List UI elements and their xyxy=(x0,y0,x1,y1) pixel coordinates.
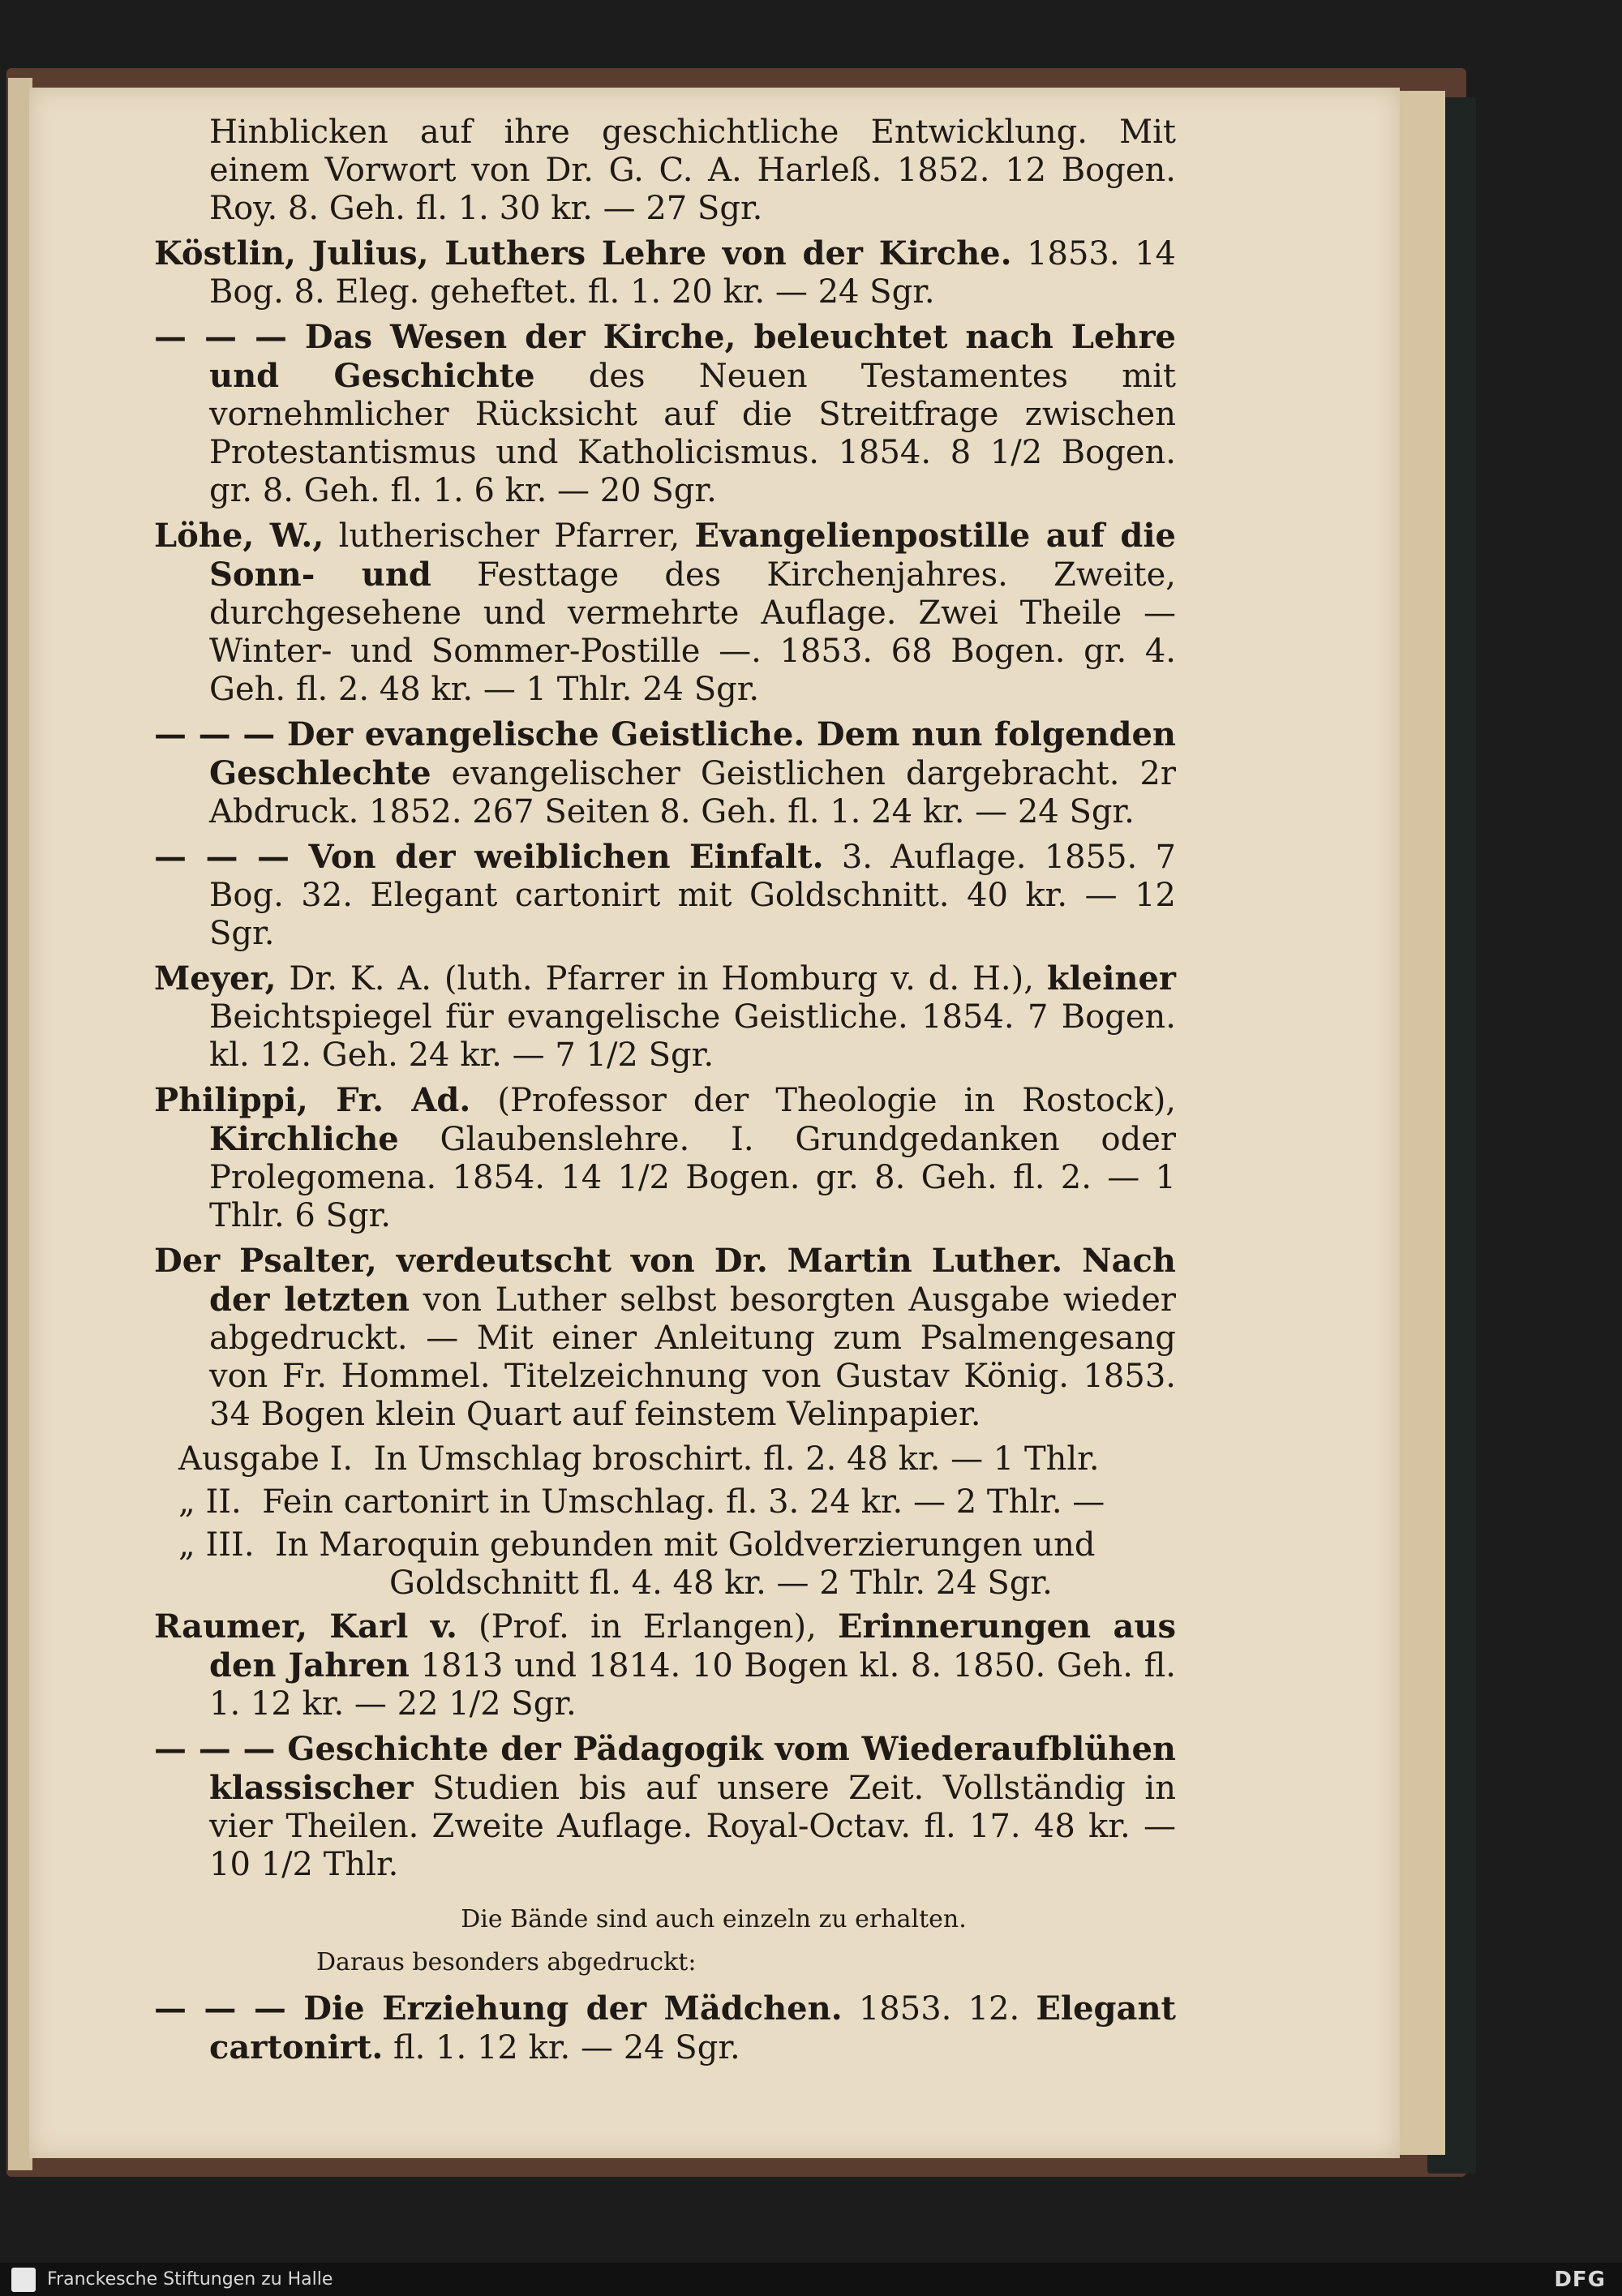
edition-text: In Maroquin gebunden mit Goldverzierungen und Goldschnitt fl. 4. 48 kr. — 2 Thlr. 24 Sgr. xyxy=(275,1526,1096,1602)
entry-text: 1853. 14 Bog. 8. Eleg. geheftet. fl. 1. 20 kr. — 24 Sgr. xyxy=(209,235,1176,311)
entry xyxy=(154,1242,1176,1434)
entry-text: 1813 und 1814. 10 Bogen kl. 8. 1850. Geh. fl. 1. 12 kr. — 22 1/2 Sgr. xyxy=(209,1647,1176,1723)
entry xyxy=(154,715,1176,831)
edition-text: In Umschlag broschirt. fl. 2. 48 kr. — 1 Thlr. xyxy=(373,1440,1100,1478)
edition-label: „ III. xyxy=(178,1526,255,1564)
entry-text: von Luther selbst besorgten Ausgabe wieder abgedruckt. — Mit einer Anleitung zum Psalmengesang von Fr. Hommel. Titelzeichnung von Gustav König. 1853. 34 Bogen klein Quart auf feinstem Velinpapier. xyxy=(209,1281,1177,1433)
entry-title: — — — Von der weiblichen Einfalt. xyxy=(154,838,824,876)
entry-title: Erinnerungen aus den Jahren xyxy=(209,1607,1176,1684)
note: Daraus besonders abgedruckt: xyxy=(316,1948,697,1976)
edition-label: Ausgabe I. xyxy=(178,1440,354,1478)
entry-text: Festtage des Kirchenjahres. Zweite, durchgesehene und vermehrte Auflage. Zwei Theile — Winter- und Sommer-Postille —. 1853. 68 Bogen. gr. 4. Geh. fl. 2. 48 kr. — 1 Thlr. 24 Sgr. xyxy=(209,556,1176,708)
page-text xyxy=(154,114,1176,2074)
edition-text: Fein cartonirt in Umschlag. fl. 3. 24 kr. — 2 Thlr. — xyxy=(262,1483,1105,1521)
entry-text: Hinblicken auf ihre geschichtliche Entwicklung. Mit einem Vorwort von Dr. G. C. A. Harleß. 1852. 12 Bogen. Roy. 8. Geh. fl. 1. 30 kr. — 27 Sgr. xyxy=(209,114,1176,227)
note: Die Bände sind auch einzeln zu erhalten. xyxy=(461,1905,967,1933)
entry-text: fl. 1. 12 kr. — 24 Sgr. xyxy=(383,2029,740,2066)
entry-title: — — — Geschichte der Pädagogik vom Wiederaufblühen klassischer xyxy=(154,1730,1176,1807)
entry-text: Beichtspiegel für evangelische Geistliche. 1854. 7 Bogen. kl. 12. Geh. 24 kr. — 7 1/2 Sgr. xyxy=(209,998,1176,1074)
entry-text: Dr. K. A. (luth. Pfarrer in Homburg v. d. H.), xyxy=(276,960,1047,998)
entry-text: (Professor der Theologie in Rostock), xyxy=(470,1082,1177,1119)
edition-line xyxy=(154,1440,1176,1478)
entry xyxy=(154,517,1176,709)
edition-line xyxy=(154,1526,1176,1603)
entry xyxy=(154,1989,1176,2067)
entry-title: Evangelienpostille auf die Sonn- und xyxy=(209,517,1177,594)
dfg-logo: DFG xyxy=(1554,2268,1606,2292)
entry-title: kleiner xyxy=(1046,959,1176,998)
entry xyxy=(154,234,1176,311)
entry-text: 3. Auflage. 1855. 7 Bog. 32. Elegant cartonirt mit Goldschnitt. 40 kr. — 12 Sgr. xyxy=(209,839,1176,952)
entry-author: Philippi, Fr. Ad. xyxy=(154,1081,471,1119)
entry-title: — — — Die Erziehung der Mädchen. xyxy=(154,1989,843,2028)
entry-text: Glaubenslehre. I. Grundgedanken oder Prolegomena. 1854. 14 1/2 Bogen. gr. 8. Geh. fl. 2. — 1 Thlr. 6 Sgr. xyxy=(209,1121,1176,1234)
entry xyxy=(154,1730,1176,1884)
entry-title: — — — Das Wesen der Kirche, beleuchtet nach Lehre und Geschichte xyxy=(154,318,1176,395)
entry xyxy=(154,838,1176,953)
entry xyxy=(154,114,1176,228)
entry-author: Meyer, xyxy=(154,959,277,998)
institution-logo-icon xyxy=(11,2268,36,2292)
entry xyxy=(154,1607,1176,1723)
entry-title: Der Psalter, verdeutscht von Dr. Martin Luther. Nach der letzten xyxy=(154,1242,1176,1319)
entry-title: Köstlin, Julius, Luthers Lehre von der Kirche. xyxy=(154,234,1012,273)
entry-author: Löhe, W., xyxy=(154,517,324,555)
entry-title: Kirchliche xyxy=(209,1120,399,1158)
institution-name: Franckesche Stiftungen zu Halle xyxy=(47,2269,333,2290)
entry-text: lutherischer Pfarrer, xyxy=(324,517,695,555)
entry-text: evangelischer Geistlichen dargebracht. 2r Abdruck. 1852. 267 Seiten 8. Geh. fl. 1. 24 kr. — 24 Sgr. xyxy=(209,755,1176,830)
entry-author: Raumer, Karl v. xyxy=(154,1607,457,1646)
entry xyxy=(154,959,1176,1075)
entry-title: Elegant cartonirt. xyxy=(209,1989,1176,2066)
entry-text: Studien bis auf unsere Zeit. Vollständig in vier Theilen. Zweite Auflage. Royal-Octav. fl. 17. 48 kr. — 10 1/2 Thlr. xyxy=(209,1770,1176,1883)
edition-line xyxy=(154,1483,1176,1521)
entry-text: 1853. 12. xyxy=(842,1990,1036,2028)
edition-label: „ II. xyxy=(178,1483,242,1521)
entry-title: — — — Der evangelische Geistliche. Dem nun folgenden Geschlechte xyxy=(154,715,1176,792)
entry xyxy=(154,318,1176,510)
viewer-footer xyxy=(0,2263,1622,2296)
entry-text: (Prof. in Erlangen), xyxy=(457,1608,838,1646)
entry xyxy=(154,1081,1176,1235)
entry-text: des Neuen Testamentes mit vornehmlicher Rücksicht auf die Streitfrage zwischen Protestantismus und Katholicismus. 1854. 8 1/2 Bogen. gr. 8. Geh. fl. 1. 6 kr. — 20 Sgr. xyxy=(209,358,1176,509)
